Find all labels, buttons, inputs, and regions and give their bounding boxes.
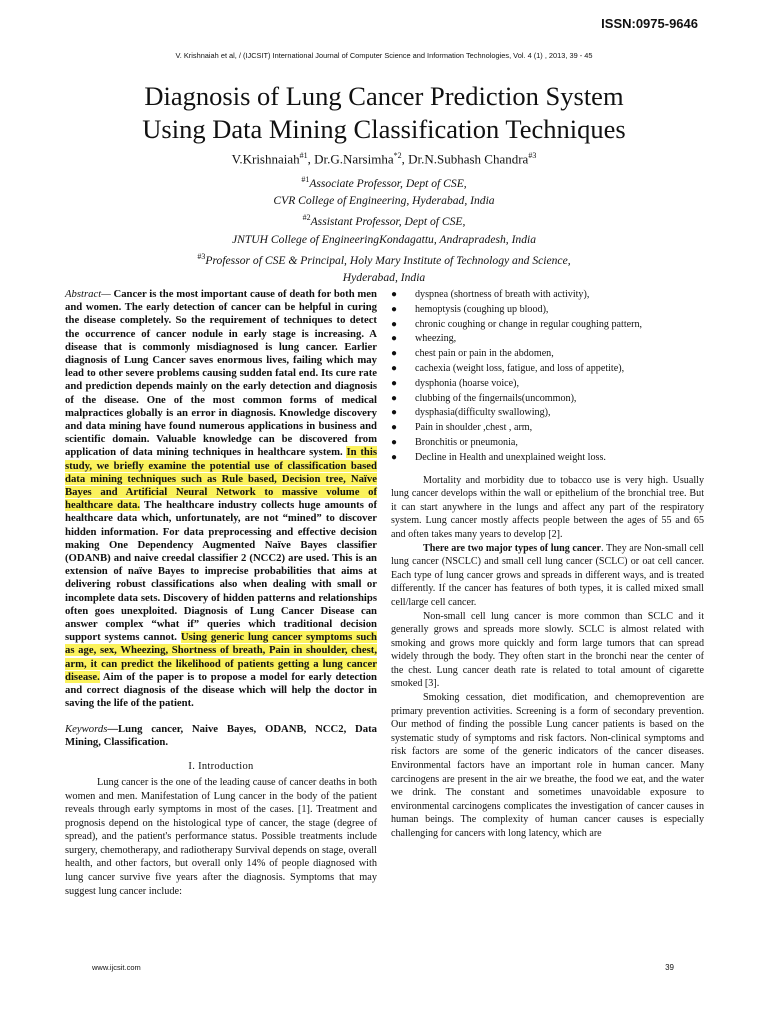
abstract-text: Cancer is the most important cause of death for both men and women. The early detection of cancer can be helpful in curing the disease completely. So the requirement of techniques to detect the occurrence of cancer nodule in early stage is increasing. A disease that is commonly misdiagnosed is lung cancer. Earlier diagnosis of Lung Cancer saves enormous lives, failing which may lead to other severe problems causing sudden fatal end. Its cure rate and prediction depends mainly on the early detection and diagnosis of the disease. One of the most common forms of medical malpractices globally is an error in diagnosis. Knowledge discovery and data mining have found numerous applications in business and scientific domain. Valuable knowledge can be discovered from application of data mining techniques in healthcare system. [65,288,377,459]
keywords [65,723,377,749]
journal-citation: V. Krishnaiah et al, / (IJCSIT) International Journal of Computer Science and Information Technologies, Vol. 4 (1) , 2013, 39 - 45 [175,51,593,60]
affiliation-2-title [110,209,658,230]
affiliation-text: Associate Professor, Dept of CSE, [309,176,467,190]
symptom-text: dyspnea (shortness of breath with activity), [415,289,590,300]
symptom-text: chest pain or pain in the abdomen, [415,348,554,360]
bullet-icon: ● [391,348,398,360]
bullet-icon: ● [391,451,398,463]
list-item [391,436,704,451]
bullet-icon: ● [391,362,398,374]
symptom-text: Decline in Health and unexplained weight loss. [415,451,606,463]
affiliation-mark: #1 [301,175,310,184]
list-item [391,451,704,466]
list-item [391,347,704,362]
list-item [391,288,704,303]
bullet-icon: ● [391,422,398,434]
affiliation-1-org: CVR College of Engineering, Hyderabad, India [273,194,495,208]
abstract-highlight: In this study, we briefly examine the potential use of classification based data mining techniques such as Rule based, Decision tree, Naïve Bayes and Artificial Neural Network to massive volume of healthcare data. [65,446,377,512]
bullet-icon: ● [391,392,398,404]
bold-phrase: There are two major types of lung cancer [423,542,601,554]
author-name: V.Krishnaiah [231,151,300,167]
symptom-text: Bronchitis or pneumonia, [415,436,518,448]
bullet-icon: ● [391,289,398,300]
bullet-icon: ● [391,436,398,448]
list-item [391,332,704,347]
left-column [65,288,377,898]
author-mark: *2 [393,151,402,160]
affiliation-text: Professor of CSE & Principal, Holy Mary Institute of Technology and Science, [205,253,571,267]
list-item [391,318,704,333]
symptom-text: chronic coughing or change in regular coughing pattern, [415,318,643,330]
symptom-text: hemoptysis (coughing up blood), [415,303,549,315]
bullet-icon: ● [391,318,398,330]
affiliations [110,171,658,286]
affiliation-2-org: JNTUH College of EngineeringKondagattu, Andrapradesh, India [231,232,537,246]
list-item [391,421,704,436]
author-name: Dr.N.Subhash Chandra [408,151,529,167]
body-paragraph: Smoking cessation, diet modification, and chemoprevention are primary prevention activities. Screening is a form of secondary prevention. Our method of finding the possible Lung cancer patients is based on the systematic study of symptoms and risk factors. Non-clinical symptoms and risk factors are some of the generic indicators of the cancer diseases. Environmental factors have an important role in human cancer. Many carcinogens are present in the air we breathe, the food we eat, and the water we drink. The constant and sometimes unavoidable exposure to environmental carcinogens complicates the investigation of cancer causes in human beings. The complexity of human cancer causes is especially challenging for cancers with long latency, which are [391,692,704,839]
symptom-text: dysphasia(difficulty swallowing), [415,407,551,419]
author-mark: #3 [528,151,537,160]
paper-title [60,80,708,146]
affiliation-1-title [110,171,658,192]
author-separator: , [307,151,315,167]
page-number: 39 [665,963,674,972]
title-line-2: Using Data Mining Classification Techniques [142,114,626,144]
section-heading-introduction: I. Introduction [188,760,254,772]
list-item [391,377,704,392]
right-column [391,288,704,841]
list-item [391,392,704,407]
affiliation-3-title [110,248,658,269]
author-mark: #1 [299,151,308,160]
list-item [391,303,704,318]
author-separator: , [401,151,409,167]
affiliation-mark: #3 [197,251,206,261]
body-paragraph [391,542,704,610]
abstract-text: Aim of the paper is to propose a model for early detection and correct diagnosis of the disease which will help the doctor in saving the life of the patient. [65,670,377,710]
abstract [65,288,377,711]
affiliation-3-org: Hyderabad, India [342,271,426,285]
symptom-text: wheezing, [415,333,457,345]
body-paragraph: Non-small cell lung cancer is more common than SCLC and it generally grows and spreads more slowly. SCLC is almost related with smoking and grows more quickly and form large tumors that can spread widely through the body. They often start in the bronchi near the center of the chest. Lung cancer death rate is related to total amount of cigarette smoked [3]. [391,610,704,690]
affiliation-text: Assistant Professor, Dept of CSE, [310,215,466,229]
bullet-icon: ● [391,303,398,315]
footer-url: www.ijcsit.com [92,963,141,972]
abstract-text: The healthcare industry collects huge amounts of healthcare data which, unfortunately, are not “mined” to discover hidden information. For data preprocessing and effective decision making One Dependency Augmented Naïve Bayes classifier (ODANB) and naive creedal classifier 2 (NCC2) are used. This is an extension of naïve Bayes to imprecise probabilities that aims at delivering robust classifications also when dealing with small or incomplete data sets. Discovery of hidden patterns and relationships often goes unexploited. Diagnosis of Lung Cancer Disease can answer complex “what if” queries which traditional decision support systems cannot. [65,499,378,644]
paragraph-text: . They are Non-small cell lung cancer (NSCLC) and small cell lung cancer (SCLC) or oat cell cancer. Each type of lung cancer grows and spreads in different ways, and is treated differently. If the cancer has features of both types, it is called mixed small cell/large cell cancer. [391,542,704,608]
author-list [0,151,768,167]
issn-label: ISSN:0975-9646 [601,16,698,31]
list-item [391,406,704,421]
bullet-icon: ● [391,407,398,419]
list-item [391,362,704,377]
bullet-icon: ● [391,377,398,389]
body-paragraph: Mortality and morbidity due to tobacco use is very high. Usually lung cancer develops within the wall or epithelium of the bronchial tree. But it can start anywhere in the lungs and affect any part of the respiratory system. Lung cancer mostly affects people between the ages of 55 and 65 and often takes many years to develop [2]. [391,474,704,540]
symptom-text: clubbing of the fingernails(uncommon), [415,392,577,404]
affiliation-mark: #2 [302,213,311,223]
keywords-label: Keywords [65,722,108,735]
symptom-text: dysphonia (hoarse voice), [415,377,519,389]
abstract-label: Abstract— [65,288,111,300]
bullet-icon: ● [391,333,398,345]
introduction-paragraph: Lung cancer is the one of the leading cause of cancer deaths in both women and men. Manifestation of Lung cancer in the body of the patient reveals through early symptoms in most of the cases. [1]. Treatment and prognosis depend on the histological type of cancer, the stage (degree of spread), and the patient's performance status. Possible treatments include surgery, chemotherapy, and radiotherapy Survival depends on stage, overall health, and other factors, but overall only 14% of people diagnosed with lung cancer survive five years after the diagnosis. Symptoms that may suggest lung cancer include: [65,776,377,897]
title-line-1: Diagnosis of Lung Cancer Prediction System [144,81,624,111]
abstract-highlight: Using generic lung cancer symptoms such as age, sex, Wheezing, Shortness of breath, Pain in shoulder, chest, arm, it can predict the likelihood of patients getting a lung cancer disease. [65,631,377,683]
author-name: Dr.G.Narsimha [314,151,394,167]
symptom-list [391,288,704,466]
symptom-text: cachexia (weight loss, fatigue, and loss of appetite), [415,362,625,374]
symptom-text: Pain in shoulder ,chest , arm, [415,422,533,434]
keywords-text: —Lung cancer, Naive Bayes, ODANB, NCC2, Data Mining, Classification. [65,722,377,748]
